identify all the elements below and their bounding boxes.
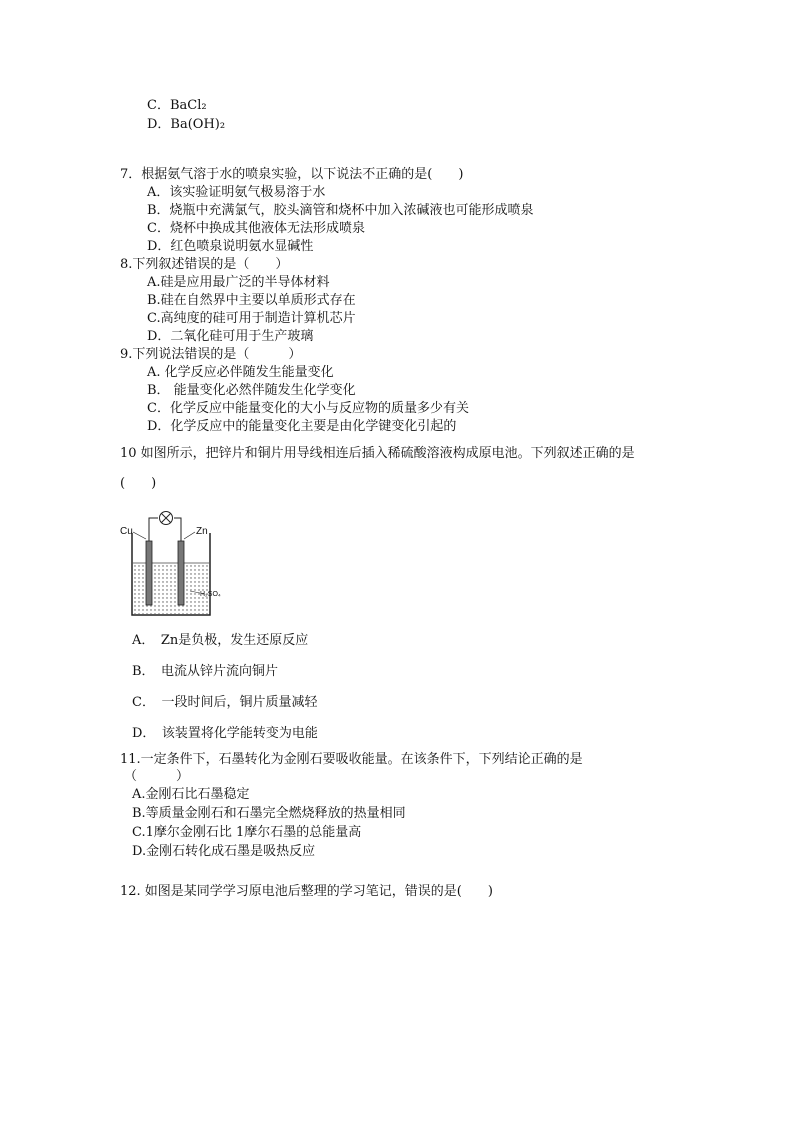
- option-11c: C.1摩尔金刚石比 1摩尔石墨的总能量高: [132, 825, 362, 840]
- option-8d: D．二氧化硅可用于生产玻璃: [147, 329, 314, 344]
- option-9b: B． 能量变化必然伴随发生化学变化: [147, 383, 356, 398]
- option-10a: A． Zn是负极，发生还原反应: [132, 633, 309, 648]
- zinc-electrode: [178, 541, 184, 605]
- question-7: 7．根据氨气溶于水的喷泉实验，以下说法不正确的是( ): [120, 167, 464, 182]
- question-9: 9.下列说法错误的是（ ）: [120, 347, 302, 362]
- label-cu: Cu: [120, 526, 133, 537]
- option-11d: D.金刚石转化成石墨是吸热反应: [132, 844, 316, 859]
- option-11b: B.等质量金刚石和石墨完全燃烧释放的热量相同: [132, 806, 406, 821]
- option-9a: A. 化学反应必伴随发生能量变化: [147, 365, 334, 380]
- galvanic-cell-figure: [118, 505, 238, 620]
- acid-solution: [133, 563, 209, 614]
- question-12: 12. 如图是某同学学习原电池后整理的学习笔记，错误的是( ): [120, 884, 493, 899]
- option-10d: D． 该装置将化学能转变为电能: [132, 726, 318, 741]
- option-10c: C． 一段时间后，铜片质量减轻: [132, 695, 318, 710]
- copper-electrode: [146, 541, 152, 605]
- wire-left: [149, 518, 158, 541]
- option-11a: A.金刚石比石墨稳定: [132, 787, 250, 802]
- option-10b: B． 电流从锌片流向铜片: [132, 664, 279, 679]
- option-6c: C．BaCl₂: [147, 98, 207, 113]
- label-acid: H₂SO₄: [200, 591, 221, 598]
- wire-right: [174, 518, 181, 541]
- option-7c: C．烧杯中换成其他液体无法形成喷泉: [147, 221, 365, 236]
- option-6d: D．Ba(OH)₂: [147, 117, 226, 132]
- label-zn: Zn: [196, 526, 208, 537]
- option-9d: D．化学反应中的能量变化主要是由化学键变化引起的: [147, 419, 457, 434]
- option-9c: C．化学反应中能量变化的大小与反应物的质量多少有关: [147, 401, 469, 416]
- question-11-blank: （ ）: [124, 769, 190, 784]
- option-8b: B.硅在自然界中主要以单质形式存在: [147, 293, 356, 308]
- option-7d: D．红色喷泉说明氨水显碱性: [147, 239, 314, 254]
- question-10-blank: ( ): [120, 476, 157, 491]
- option-8c: C.高纯度的硅可用于制造计算机芯片: [147, 311, 356, 326]
- question-11: 11.一定条件下，石墨转化为金刚石要吸收能量。在该条件下，下列结论正确的是: [120, 752, 583, 767]
- option-7b: B．烧瓶中充满氯气，胶头滴管和烧杯中加入浓碱液也可能形成喷泉: [147, 203, 534, 218]
- question-8: 8.下列叙述错误的是（ ）: [120, 257, 289, 272]
- option-7a: A．该实验证明氨气极易溶于水: [147, 185, 326, 200]
- option-8a: A.硅是应用最广泛的半导体材料: [147, 275, 330, 290]
- question-10: 10 如图所示，把锌片和铜片用导线相连后插入稀硫酸溶液构成原电池。下列叙述正确的是: [120, 446, 635, 461]
